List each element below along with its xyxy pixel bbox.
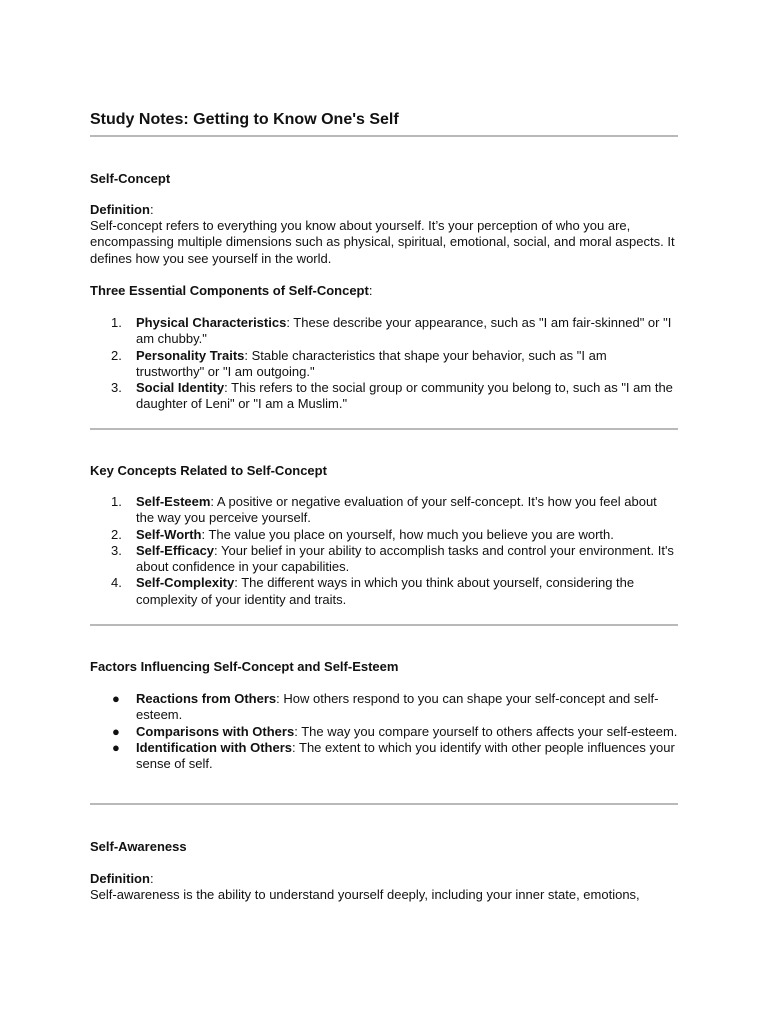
list-item-text: : A positive or negative evaluation of your self-concept. It’s how you feel about the way you perceive yourself. [136, 494, 657, 526]
list-number: 3. [111, 542, 122, 558]
key-concepts-list [90, 494, 678, 608]
list-item [90, 494, 678, 527]
list-item-text: : The way you compare yourself to others affects your self-esteem. [294, 723, 678, 739]
list-number: 3. [111, 380, 122, 396]
definition-label-line [90, 871, 154, 887]
components-label-line [90, 283, 372, 299]
components-label-suffix: : [368, 283, 373, 298]
section-heading-key-concepts: Key Concepts Related to Self-Concept [90, 463, 327, 478]
list-item [90, 315, 678, 348]
section-heading-self-awareness: Self-Awareness [90, 839, 187, 854]
components-list [90, 315, 678, 413]
list-item-term: Personality Traits [136, 347, 245, 363]
definition-label: Definition [90, 202, 150, 217]
list-item-text: : The extent to which you identify with other people influences your sense of self. [136, 739, 675, 772]
list-item-term: Reactions from Others [136, 691, 277, 706]
list-item-term: Social Identity [136, 380, 225, 396]
list-item-term: Self-Worth [136, 526, 202, 542]
list-number: 2. [111, 347, 122, 363]
list-item-text: : How others respond to you can shape your self-concept and self-esteem. [136, 691, 659, 723]
list-item-text: : The different ways in which you think about yourself, considering the complexity of your identity and traits. [136, 575, 635, 607]
list-item-text: : These describe your appearance, such as "I am fair-skinned" or "I am chubby." [136, 315, 672, 347]
list-item [90, 691, 678, 724]
list-item-text: : Your belief in your ability to accomplish tasks and control your environment. It's about confidence in your capabilities. [136, 542, 674, 575]
list-item-text: : Stable characteristics that shape your behavior, such as "I am trustworthy" or "I am outgoing." [136, 347, 607, 379]
list-item [90, 348, 678, 381]
definition-label-suffix: : [149, 871, 154, 886]
list-item [90, 724, 678, 740]
divider [90, 428, 678, 430]
list-item [90, 543, 678, 576]
list-number: 1. [111, 494, 122, 509]
list-item [90, 380, 678, 413]
list-item-term: Identification with Others [136, 739, 293, 755]
document-title: Study Notes: Getting to Know One's Self [90, 111, 399, 128]
list-item [90, 575, 678, 608]
list-item-term: Self-Complexity [136, 575, 235, 591]
bullet-icon: ● [112, 723, 120, 739]
list-item-term: Self-Efficacy [136, 542, 215, 558]
bullet-icon: ● [112, 739, 120, 755]
factors-list [90, 691, 678, 772]
definition-text: Self-concept refers to everything you know about yourself. It’s your perception of who you are, encompassing multiple dimensions such as physical, spiritual, emotional, social, and moral aspects. It defines how you see yourself in the world. [90, 218, 675, 266]
list-item-term: Physical Characteristics [136, 315, 287, 330]
components-label: Three Essential Components of Self-Concept [90, 283, 369, 298]
list-item-text: : The value you place on yourself, how much you believe you are worth. [201, 526, 614, 542]
list-item-term: Comparisons with Others [136, 723, 295, 739]
list-item [90, 740, 678, 773]
list-number: 4. [111, 575, 122, 591]
definition-label: Definition [90, 871, 150, 886]
divider [90, 803, 678, 805]
divider [90, 624, 678, 626]
bullet-icon: ● [112, 691, 120, 706]
section-heading-self-concept: Self-Concept [90, 171, 171, 186]
definition-text: Self-awareness is the ability to understand yourself deeply, including your inner state, emotions, [90, 887, 640, 902]
list-number: 2. [111, 526, 122, 542]
section-heading-factors: Factors Influencing Self-Concept and Self-Esteem [90, 659, 399, 674]
divider [90, 135, 678, 137]
list-item-term: Self-Esteem [136, 494, 211, 509]
list-item [90, 527, 678, 543]
list-number: 1. [111, 315, 122, 330]
definition-label-line [90, 202, 154, 218]
definition-label-suffix: : [149, 202, 154, 217]
list-item-text: : This refers to the social group or community you belong to, such as "I am the daughter of Leni" or "I am a Muslim." [136, 380, 673, 412]
